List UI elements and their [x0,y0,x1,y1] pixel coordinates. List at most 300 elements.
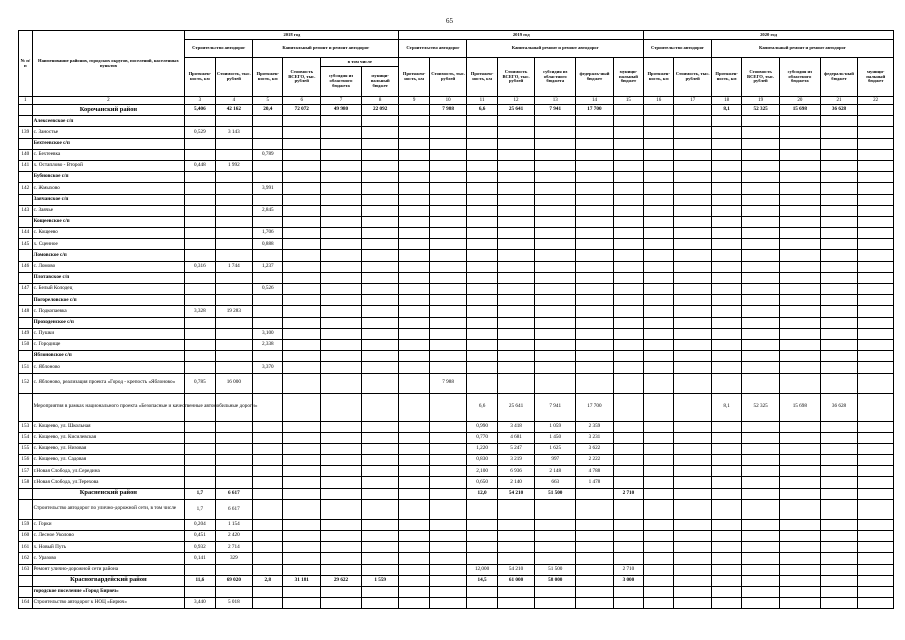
cell-col-17 [674,421,712,432]
length-header: Протяжен-ность, км [399,58,429,97]
cell-col-15 [613,499,643,519]
row-name: Ломовское с/п [32,250,185,261]
table-row [19,239,894,250]
cell-col-22 [858,531,894,542]
cell-col-18 [712,116,742,127]
cell-col-13 [535,339,576,350]
cell-col-15 [613,149,643,160]
cell-col-7 [321,138,362,149]
row-name: с. Белый Колодец [32,284,185,295]
cell-col-9 [399,160,429,171]
cell-col-16 [644,455,674,466]
row-name: Алексеевское с/п [32,116,185,127]
cell-col-19 [742,586,780,597]
cell-col-12 [497,250,535,261]
cell-col-5: 1,237 [253,261,283,272]
cell-col-14 [576,362,614,373]
district-row [19,575,894,586]
cell-col-10 [429,553,467,564]
cell-col-18 [712,127,742,138]
cell-col-18 [712,443,742,454]
cell-col-13: 7 941 [535,105,576,116]
cell-col-9 [399,228,429,239]
cell-col-17 [674,295,712,306]
cell-col-17 [674,531,712,542]
cell-col-4: 42 162 [215,105,253,116]
row-name: с. Уразово [32,553,185,564]
cell-col-9 [399,488,429,499]
cell-col-20 [779,519,820,530]
row-name: с. Бехтеевка [32,149,185,160]
cell-col-3: 0,316 [185,261,215,272]
row-number: 150 [19,339,33,350]
cell-col-21 [820,295,858,306]
cell-col-11 [467,205,497,216]
cell-col-9 [399,306,429,317]
cell-col-9 [399,373,429,393]
cell-col-4 [215,339,253,350]
cell-col-11 [467,499,497,519]
cell-col-9 [399,250,429,261]
cell-col-7 [321,443,362,454]
cell-col-14 [576,216,614,227]
cell-col-18 [712,183,742,194]
cell-col-14 [576,239,614,250]
cell-col-22 [858,466,894,477]
cell-col-9 [399,138,429,149]
cell-col-21 [820,586,858,597]
cell-col-12 [497,553,535,564]
cell-col-19 [742,228,780,239]
cell-col-16 [644,499,674,519]
cell-col-10 [429,542,467,553]
settlement-row [19,194,894,205]
cell-col-17 [674,328,712,339]
cell-col-15 [613,250,643,261]
cell-col-7 [321,172,362,183]
cell-col-6 [283,542,321,553]
cell-col-17 [674,393,712,421]
cell-col-14 [576,531,614,542]
table-row [19,443,894,454]
total-cost-header: Стоимость ВСЕГО, тыс. рублей [497,58,535,97]
cell-col-17 [674,351,712,362]
cell-col-3 [185,586,215,597]
row-number [19,172,33,183]
row-name: с. Жмыхово [32,183,185,194]
cell-col-12 [497,172,535,183]
cell-col-21 [820,272,858,283]
total-cost-header: Стоимость ВСЕГО, тыс. рублей [283,58,321,97]
cell-col-5 [253,499,283,519]
cell-col-21 [820,160,858,171]
cell-col-5: 1,706 [253,228,283,239]
cell-col-19 [742,499,780,519]
row-number [19,575,33,586]
cell-col-12 [497,295,535,306]
cell-col-21 [820,127,858,138]
cell-col-15 [613,373,643,393]
cell-col-18 [712,542,742,553]
cell-col-19 [742,317,780,328]
cell-col-17 [674,172,712,183]
cell-col-20 [779,351,820,362]
table-row [19,339,894,350]
cell-col-3 [185,250,215,261]
cell-col-9 [399,261,429,272]
cell-col-20 [779,194,820,205]
cell-col-22 [858,553,894,564]
cell-col-11 [467,284,497,295]
cell-col-10 [429,116,467,127]
cell-col-12 [497,261,535,272]
cell-col-6 [283,531,321,542]
cell-col-11 [467,261,497,272]
cell-col-16 [644,183,674,194]
cell-col-18: 8,1 [712,393,742,421]
cell-col-16 [644,295,674,306]
cell-col-16 [644,586,674,597]
cell-col-5 [253,466,283,477]
cell-col-8 [361,138,399,149]
cell-col-8: 22 092 [361,105,399,116]
row-number [19,393,33,421]
cell-col-21 [820,432,858,443]
cell-col-13 [535,586,576,597]
cell-col-10 [429,488,467,499]
cell-col-8 [361,466,399,477]
cell-col-12 [497,284,535,295]
cell-col-18 [712,205,742,216]
cell-col-17 [674,261,712,272]
cell-col-12: 54 210 [497,564,535,575]
cell-col-13 [535,239,576,250]
cell-col-18 [712,531,742,542]
cell-col-19 [742,328,780,339]
cell-col-11: 14,5 [467,575,497,586]
row-number: 143 [19,205,33,216]
cell-col-21 [820,339,858,350]
cell-col-9 [399,519,429,530]
cell-col-8: 1 559 [361,575,399,586]
row-number [19,116,33,127]
table-row [19,553,894,564]
cell-col-7 [321,499,362,519]
page-number: 65 [446,17,453,25]
cell-col-14 [576,328,614,339]
row-number [19,216,33,227]
cell-col-4: 2 420 [215,531,253,542]
cell-col-21: 36 628 [820,393,858,421]
cell-col-22 [858,228,894,239]
cell-col-19 [742,205,780,216]
cell-col-11 [467,598,497,609]
cell-col-15 [613,284,643,295]
cell-col-12 [497,239,535,250]
cell-col-7 [321,295,362,306]
cell-col-7 [321,362,362,373]
cell-col-9 [399,105,429,116]
cell-col-22 [858,317,894,328]
cell-col-12 [497,228,535,239]
cell-col-4 [215,183,253,194]
cell-col-9 [399,586,429,597]
cell-col-12 [497,149,535,160]
cell-col-10 [429,393,467,421]
cell-col-12 [497,542,535,553]
cell-col-4: 16 000 [215,373,253,393]
cell-col-17 [674,488,712,499]
cell-col-3 [185,421,215,432]
cell-col-4 [215,477,253,488]
cell-col-16 [644,328,674,339]
cell-col-3 [185,455,215,466]
cell-col-15: 2 710 [613,488,643,499]
cell-col-18 [712,586,742,597]
cell-col-4: 19 283 [215,306,253,317]
cost-header: Стоимость, тыс. рублей [674,58,712,97]
cell-col-17 [674,598,712,609]
cell-col-13 [535,172,576,183]
cell-col-11 [467,351,497,362]
cell-col-3 [185,362,215,373]
cell-col-21 [820,373,858,393]
cell-col-11 [467,295,497,306]
cell-col-14 [576,295,614,306]
cell-col-8 [361,160,399,171]
cell-col-21 [820,564,858,575]
cell-col-19 [742,216,780,227]
cell-col-21 [820,216,858,227]
cell-col-14 [576,127,614,138]
cell-col-10: 7 988 [429,105,467,116]
cell-col-6 [283,127,321,138]
cell-col-7 [321,116,362,127]
cell-col-19 [742,421,780,432]
row-name: Плотавское с/п [32,272,185,283]
cell-col-8 [361,328,399,339]
row-name: Строительство автодорог по улично-дорожной сети, в том числе [32,499,185,519]
cell-col-22 [858,284,894,295]
table-row [19,531,894,542]
cell-col-4 [215,228,253,239]
cell-col-3: 0,204 [185,519,215,530]
cell-col-7: 29 622 [321,575,362,586]
cell-col-5 [253,598,283,609]
cell-col-5 [253,194,283,205]
cell-col-20 [779,564,820,575]
cell-col-6 [283,116,321,127]
column-number: 11 [467,97,497,105]
cell-col-3 [185,239,215,250]
cell-col-13: 58 000 [535,575,576,586]
cell-col-8 [361,542,399,553]
cell-col-6 [283,499,321,519]
row-number: 145 [19,239,33,250]
cell-col-4 [215,295,253,306]
length-header: Протяжен-ность, км [185,58,215,97]
cell-col-14: 17 700 [576,393,614,421]
row-number [19,138,33,149]
cell-col-6 [283,183,321,194]
cell-col-18: 8,1 [712,105,742,116]
cell-col-22 [858,351,894,362]
cell-col-12: 2 140 [497,477,535,488]
column-number: 13 [535,97,576,105]
cell-col-4 [215,351,253,362]
column-number: 3 [185,97,215,105]
cell-col-17 [674,183,712,194]
cell-col-22 [858,205,894,216]
cell-col-4: 3 143 [215,127,253,138]
cell-col-7 [321,598,362,609]
cell-col-20 [779,455,820,466]
column-number: 12 [497,97,535,105]
cell-col-11 [467,272,497,283]
cell-col-5 [253,421,283,432]
cell-col-17 [674,317,712,328]
cell-col-18 [712,553,742,564]
row-name: с. Городище [32,339,185,350]
cell-col-6 [283,239,321,250]
cell-col-18 [712,194,742,205]
cell-col-20 [779,542,820,553]
cell-col-3: 1,7 [185,488,215,499]
including-header: в том числе [321,58,399,67]
cell-col-6 [283,306,321,317]
cell-col-17 [674,127,712,138]
cell-col-11: 1,220 [467,443,497,454]
cell-col-12: 3 219 [497,455,535,466]
cell-col-13 [535,306,576,317]
row-name: Корочанский район [32,105,185,116]
cell-col-14 [576,205,614,216]
cell-col-8 [361,261,399,272]
cell-col-9 [399,575,429,586]
cell-col-5 [253,455,283,466]
cell-col-3 [185,228,215,239]
cell-col-7 [321,466,362,477]
row-number: 144 [19,228,33,239]
cell-col-21 [820,466,858,477]
cell-col-20 [779,488,820,499]
cell-col-7 [321,284,362,295]
cell-col-10 [429,564,467,575]
cell-col-13 [535,149,576,160]
cell-col-4: 6 617 [215,499,253,519]
cell-col-4 [215,328,253,339]
cell-col-16 [644,317,674,328]
cell-col-11 [467,250,497,261]
cell-col-10 [429,261,467,272]
column-number: 19 [742,97,780,105]
cell-col-10 [429,216,467,227]
cell-col-9 [399,351,429,362]
cell-col-13 [535,317,576,328]
cell-col-19 [742,239,780,250]
column-number: 22 [858,97,894,105]
cell-col-7 [321,432,362,443]
cell-col-12 [497,138,535,149]
row-name: Заячанское с/п [32,194,185,205]
cell-col-15 [613,183,643,194]
cell-col-8 [361,183,399,194]
row-name: г.Новая Слобода, ул.Терехова [32,477,185,488]
cell-col-14 [576,317,614,328]
cell-col-14: 17 700 [576,105,614,116]
cell-col-3 [185,216,215,227]
cell-col-10 [429,586,467,597]
cell-col-19 [742,284,780,295]
cell-col-22 [858,261,894,272]
cell-col-16 [644,477,674,488]
cell-col-15 [613,261,643,272]
cell-col-5: 2,845 [253,205,283,216]
cell-col-18 [712,295,742,306]
cell-col-10 [429,127,467,138]
cell-col-18 [712,564,742,575]
cell-col-22 [858,421,894,432]
column-numbers-row [19,97,894,105]
cell-col-16 [644,466,674,477]
cell-col-17 [674,373,712,393]
cell-col-10 [429,183,467,194]
cell-col-10 [429,160,467,171]
table-row [19,261,894,272]
cell-col-18 [712,149,742,160]
row-name: х. Сценное [32,239,185,250]
row-number: 161 [19,542,33,553]
cell-col-9 [399,542,429,553]
cell-col-10 [429,598,467,609]
cell-col-21 [820,488,858,499]
regional-header: субсидия из областного бюджета [321,67,362,97]
cell-col-21 [820,306,858,317]
row-number: 160 [19,531,33,542]
cell-col-9 [399,183,429,194]
cell-col-6 [283,272,321,283]
cell-col-22 [858,328,894,339]
cell-col-19 [742,351,780,362]
cell-col-9 [399,149,429,160]
cell-col-5 [253,138,283,149]
cell-col-12: 4 681 [497,432,535,443]
year-2018-header: 2018 год [185,31,399,40]
cell-col-5: 3,100 [253,328,283,339]
cell-col-16 [644,432,674,443]
row-name: с. Горки [32,519,185,530]
settlement-row [19,216,894,227]
cell-col-15 [613,216,643,227]
length-header: Протяжен-ность, км [253,58,283,97]
cell-col-8 [361,250,399,261]
cell-col-18 [712,362,742,373]
cell-col-10 [429,362,467,373]
cell-col-16 [644,351,674,362]
cell-col-12: 5 247 [497,443,535,454]
cell-col-17 [674,216,712,227]
column-number: 4 [215,97,253,105]
cell-col-8 [361,127,399,138]
cell-col-15 [613,306,643,317]
cell-col-15 [613,317,643,328]
cell-col-19: 52 325 [742,393,780,421]
cell-col-11: 0,770 [467,432,497,443]
cell-col-15 [613,531,643,542]
cell-col-4 [215,138,253,149]
cell-col-12: 3 418 [497,421,535,432]
cell-col-11 [467,531,497,542]
